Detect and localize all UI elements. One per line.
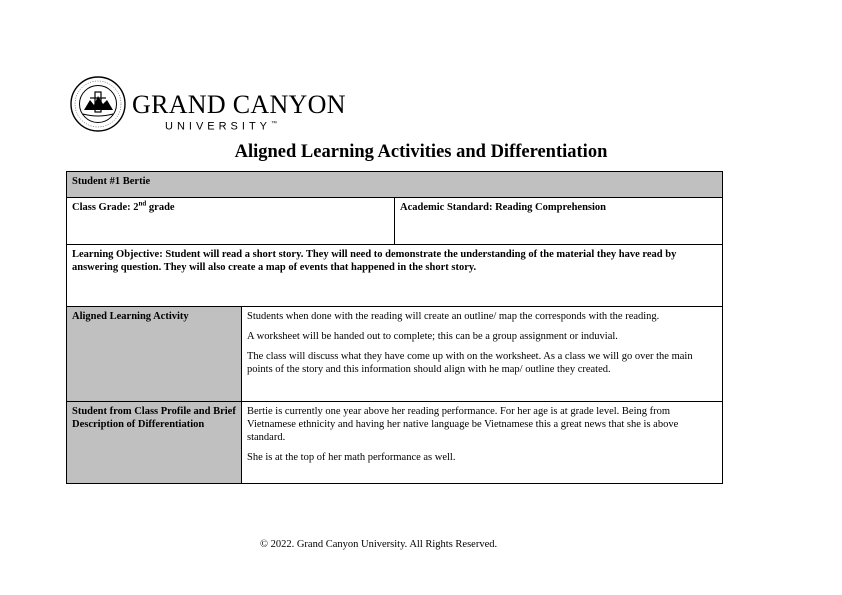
student-header: Student #1 Bertie	[72, 176, 151, 187]
profile-content-cell	[242, 402, 723, 484]
differentiation-table	[66, 171, 723, 484]
document-title: Aligned Learning Activities and Differentiation	[234, 142, 608, 162]
profile-paragraph: Bertie is currently one year above her reading performance. For her age is at grade level. Being from Vietnamese ethnicity and having her native language be Vietnamese this a great news that she is above standard.	[247, 406, 679, 443]
university-seal-icon	[70, 76, 126, 132]
brand-subname: UNIVERSITY™	[165, 120, 278, 133]
profile-label-cell	[67, 402, 242, 484]
class-grade-suffix: grade	[146, 202, 175, 213]
student-header-cell	[67, 172, 723, 198]
university-logo	[70, 76, 346, 133]
activity-paragraph: The class will discuss what they have come up with on the worksheet. As a class we will go over the main points of the story and this information should align with he map/ outline they created.	[247, 351, 693, 375]
brand-name: GRAND CANYON	[132, 90, 346, 119]
profile-paragraph: She is at the top of her math performance as well.	[247, 452, 456, 463]
learning-objective: Learning Objective: Student will read a short story. They will need to demonstrate the understanding of the material they have read by answering question. They will also create a map of events that happened in the short story.	[72, 249, 677, 273]
academic-standard: Academic Standard: Reading Comprehension	[400, 202, 607, 213]
class-grade-cell	[67, 198, 395, 245]
activity-content-cell	[242, 307, 723, 402]
activity-paragraph: A worksheet will be handed out to complete; this can be a group assignment or induvial.	[247, 331, 618, 342]
academic-standard-cell	[395, 198, 723, 245]
copyright-footer: © 2022. Grand Canyon University. All Rights Reserved.	[260, 539, 498, 550]
class-grade-label: Class Grade: 2	[72, 202, 139, 213]
activity-label-cell	[67, 307, 242, 402]
learning-objective-cell	[67, 245, 723, 307]
class-grade-superscript: nd	[138, 199, 147, 208]
activity-paragraph: Students when done with the reading will create an outline/ map the corresponds with the reading.	[247, 311, 660, 322]
activity-label: Aligned Learning Activity	[72, 311, 189, 322]
profile-label: Student from Class Profile and Brief Description of Differentiation	[72, 406, 236, 430]
